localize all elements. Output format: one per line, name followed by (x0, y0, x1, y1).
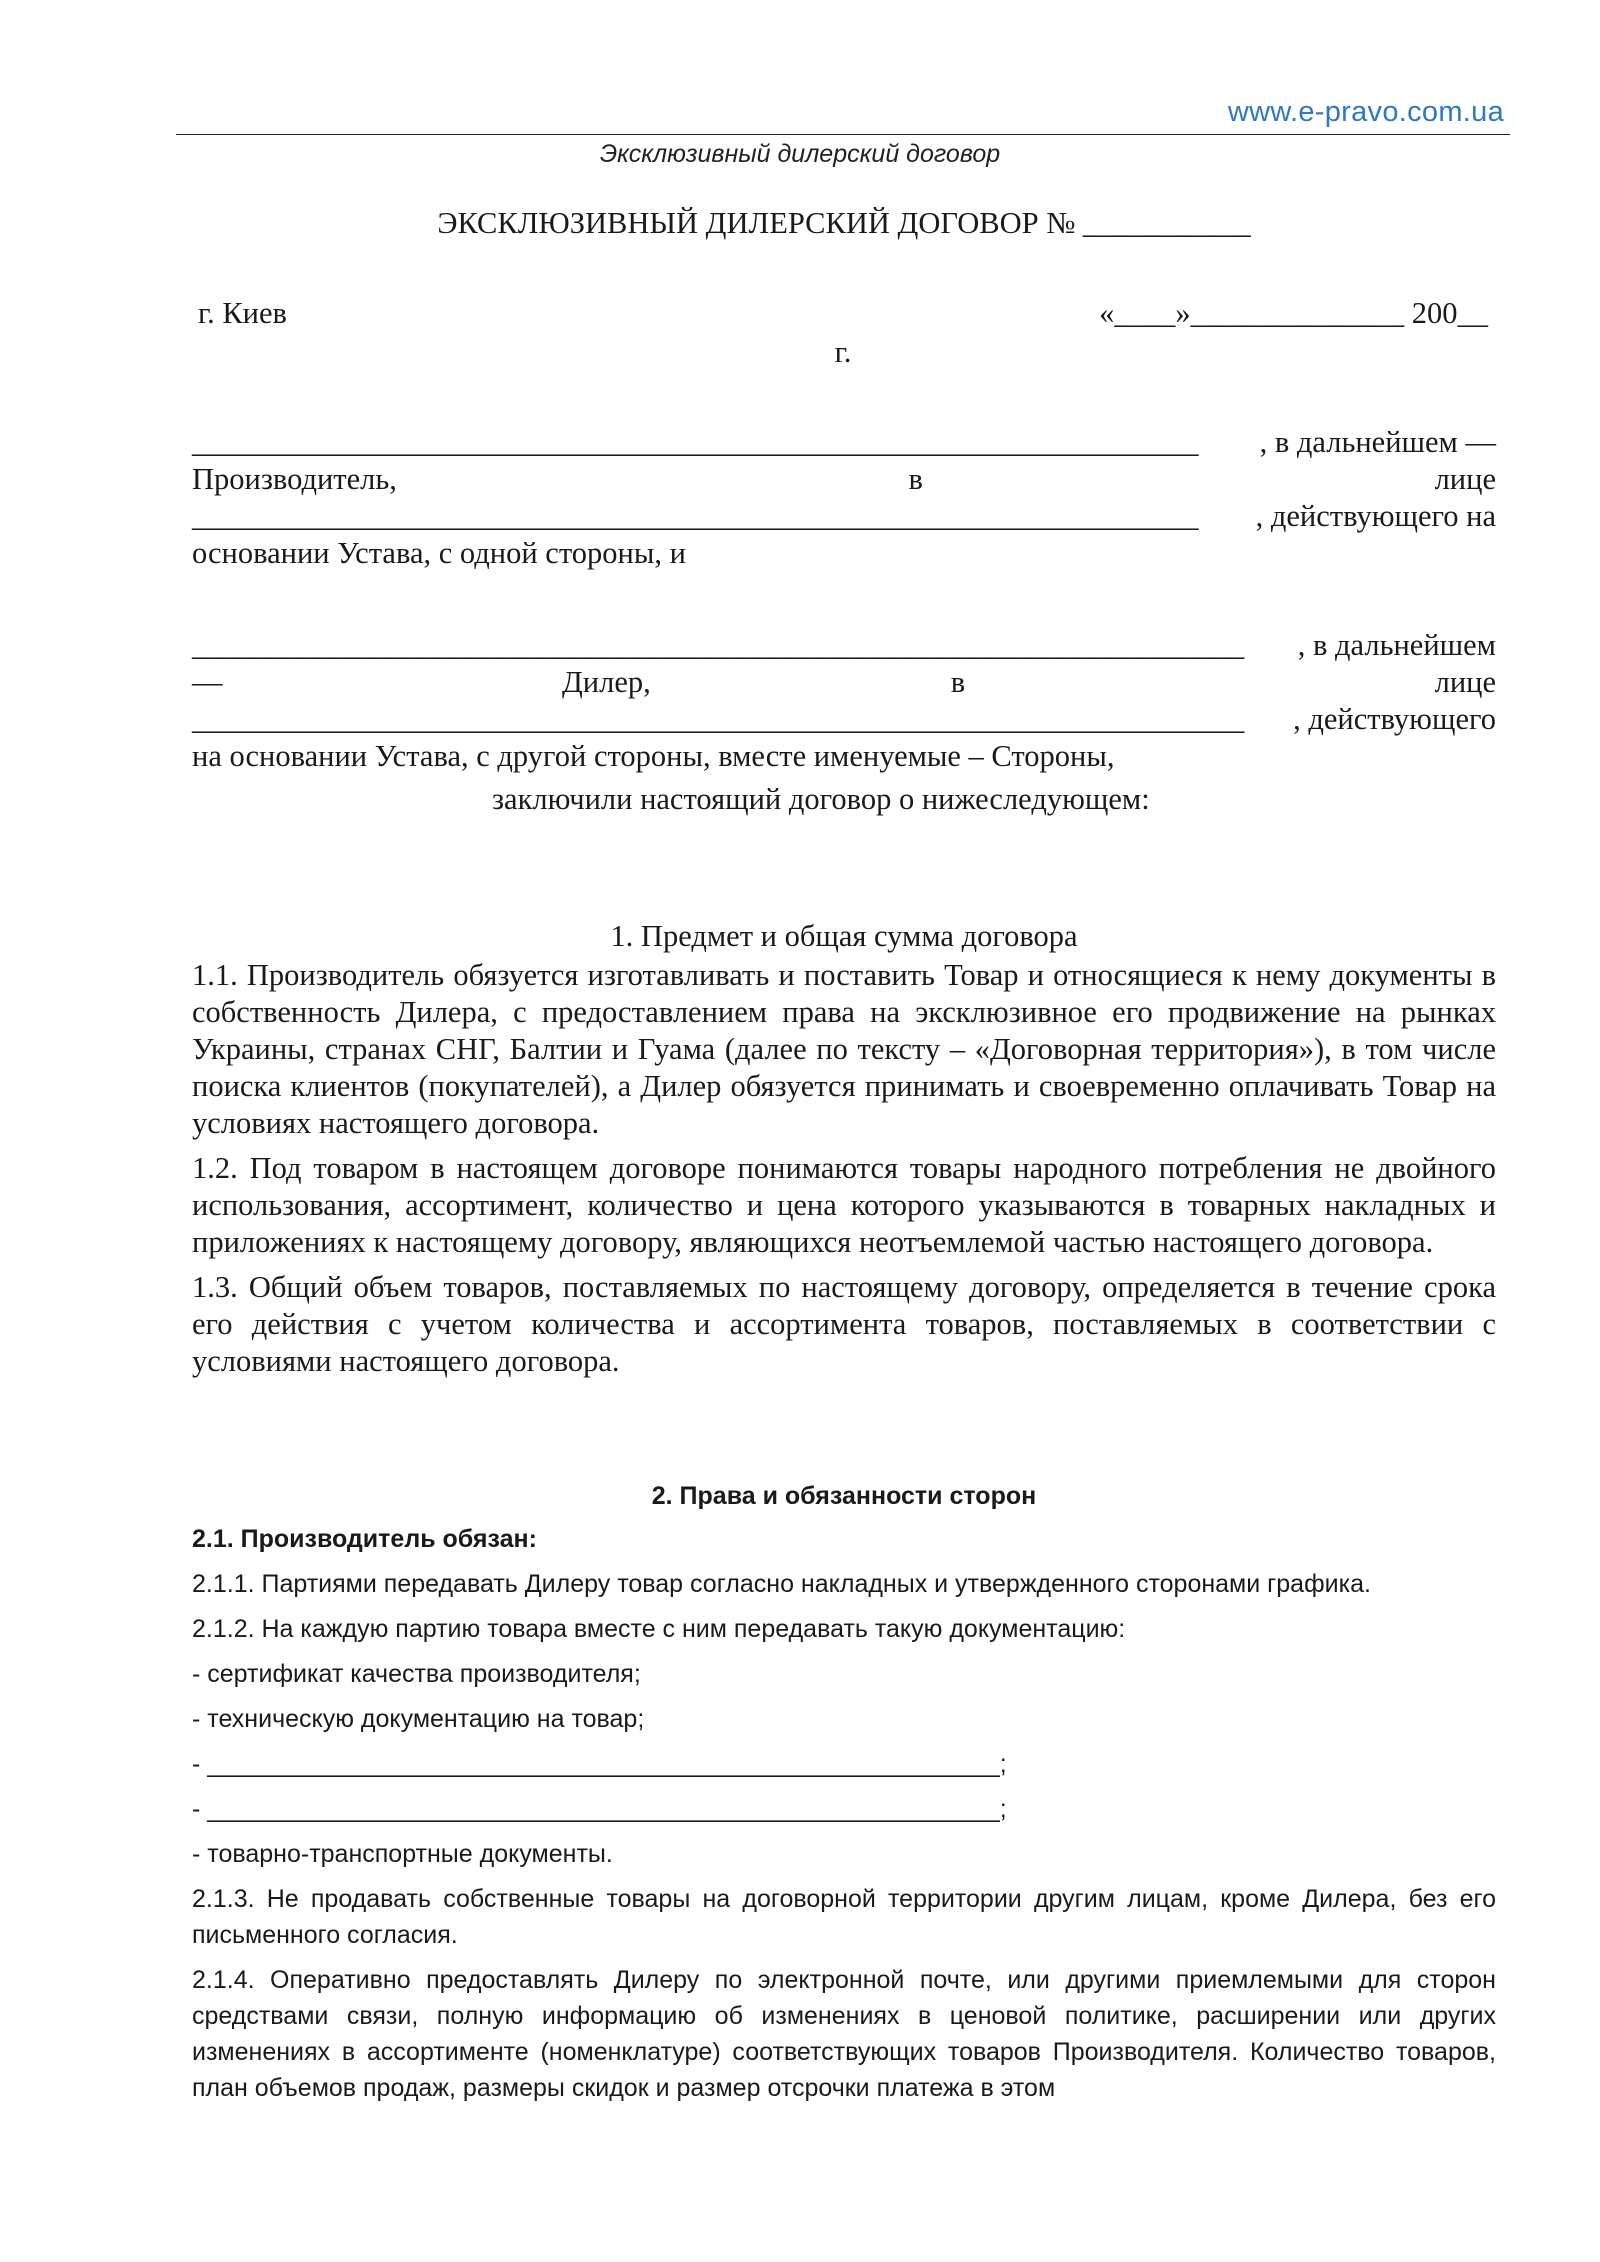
date: «____»______________ 200__ (1099, 296, 1488, 330)
doc-item: - сертификат качества производителя; (192, 1660, 641, 1688)
dealer-rep-blank: _____________________________________________________________________ (192, 702, 1245, 736)
producer-line-1-end: , в дальнейшем — (1259, 425, 1496, 459)
doc-item-blank: - _________________________________________________________; (192, 1750, 1007, 1778)
producer-rep-blank: __________________________________________________________________ (192, 499, 1199, 533)
clause-1-2: 1.2. Под товаром в настоящем договоре понимаются товары народного потребления не двойного использования, ассортимент, количество и цена которого указываются в товарных накладных и приложениях к настоящему договору, являющихся неотъемлемой частью настоящего договора. (192, 1151, 1496, 1259)
dealer-line-4: на основании Устава, с другой стороны, вместе именуемые – Стороны, (192, 739, 1115, 773)
producer-name-blank: __________________________________________________________________ (192, 425, 1199, 459)
clause-2-1-1: 2.1.1. Партиями передавать Дилеру товар согласно накладных и утвержденного сторонами графика. (192, 1570, 1371, 1598)
dealer-dash: — (192, 665, 223, 699)
dealer-name-blank: _____________________________________________________________________ (192, 628, 1245, 662)
dealer-in: в (950, 665, 966, 699)
producer-line-3 (192, 498, 1496, 535)
section-2-body (192, 1521, 1496, 2106)
section-1-heading: 1. Предмет и общая сумма договора (610, 919, 1078, 953)
agreement-intro: заключили настоящий договор о нижеследующем: (492, 782, 1150, 816)
doc-item: - техническую документацию на товар; (192, 1705, 645, 1733)
dealer-person: лице (1434, 665, 1496, 699)
site-url[interactable]: www.e-pravo.com.ua (1227, 96, 1504, 128)
producer-line-1 (192, 424, 1496, 461)
clause-2-1-3: 2.1.3. Не продавать собственные товары на договорной территории другим лицам, кроме Дилера, без его письменного согласия. (192, 1885, 1496, 1949)
producer-in: в (908, 462, 923, 496)
dealer-line-2 (192, 664, 1496, 701)
section-1-body (192, 957, 1496, 1380)
dealer-line-1-end: , в дальнейшем (1297, 628, 1496, 662)
year-suffix: г. (834, 335, 852, 369)
clause-1-3: 1.3. Общий объем товаров, поставляемых по настоящему договору, определяется в течение срока его действия с учетом количества и ассортимента товаров, поставляемых в соответствии с условиями настоящего договора. (192, 1270, 1496, 1378)
clause-2-1-4: 2.1.4. Оперативно предоставлять Дилеру по электронной почте, или другими приемлемыми для сторон средствами связи, полную информацию об изменениях в ценовой политике, расширении или других изменениях в ассортименте (номенклатуре) соответствующих товаров Производителя. Количество товаров, план объемов продаж, размеры скидок и размер отсрочки платежа в этом (192, 1966, 1496, 2102)
dealer-party (192, 627, 1496, 818)
dealer-role: Дилер, (562, 665, 651, 699)
document-title: ЭКСКЛЮЗИВНЫЙ ДИЛЕРСКИЙ ДОГОВОР № ___________ (437, 206, 1251, 240)
running-header: Эксклюзивный дилерский договор (599, 140, 1001, 168)
producer-line-2 (192, 461, 1496, 498)
clause-2-1-2: 2.1.2. На каждую партию товара вместе с ним передавать такую документацию: (192, 1615, 1126, 1643)
section-2-heading: 2. Права и обязанности сторон (651, 1482, 1037, 1510)
dealer-line-3-end: , действующего (1293, 702, 1496, 736)
producer-line-3-end: , действующего на (1255, 499, 1496, 533)
producer-line-4: основании Устава, с одной стороны, и (192, 536, 686, 570)
producer-person: лице (1434, 462, 1496, 496)
producer-party (192, 424, 1496, 572)
doc-item: - товарно-транспортные документы. (192, 1840, 613, 1868)
dealer-line-1 (192, 627, 1496, 664)
header-divider (176, 134, 1510, 135)
place-date-row (198, 295, 1488, 332)
dealer-line-3 (192, 701, 1496, 738)
clause-1-1: 1.1. Производитель обязуется изготавливать и поставить Товар и относящиеся к нему документы в собственность Дилера, с предоставлением права на эксклюзивное его продвижение на рынках Украины, странах СНГ, Балтии и Гуама (далее по тексту – «Договорная территория»), в том числе поиска клиентов (покупателей), а Дилер обязуется принимать и своевременно оплачивать Товар на условиях настоящего договора. (192, 958, 1496, 1140)
city: г. Киев (198, 296, 287, 330)
subsection-2-1: 2.1. Производитель обязан: (192, 1525, 537, 1553)
producer-role: Производитель, (192, 462, 397, 496)
doc-item-blank: - _________________________________________________________; (192, 1795, 1007, 1823)
